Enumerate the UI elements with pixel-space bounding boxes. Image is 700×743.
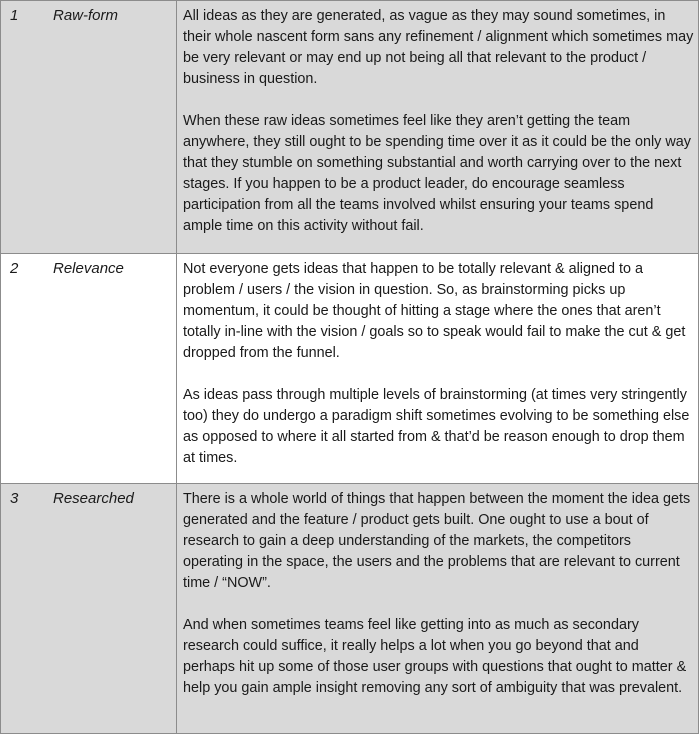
stage-number: 2: [10, 260, 19, 277]
table-row-researched: [1, 484, 699, 734]
description-cell: [177, 1, 699, 254]
stage-cell: [1, 1, 177, 254]
description-paragraph: As ideas pass through multiple levels of brainstorming (at times very stringently too) they do undergo a paradigm shift sometimes evolving to be something else as opposed to where it all started from & that’d be reason enough to drop them at times.: [183, 387, 690, 466]
stage-label: Researched: [53, 490, 134, 507]
stage-label: Relevance: [53, 260, 124, 277]
description-paragraph: There is a whole world of things that happen between the moment the idea gets generated and the feature / product gets built. One ought to use a bout of research to gain a deep understanding of the markets, the competitors operating in the space, the users and the problems that are relevant to current time / “NOW”.: [183, 491, 691, 591]
description-paragraph: Not everyone gets ideas that happen to be totally relevant & aligned to a problem / users / the vision in question. So, as brainstorming picks up momentum, it could be thought of hitting a stage where the ones that aren’t totally in-line with the vision / goals so to speak would fail to make the cut & get dropped from the funnel.: [183, 261, 686, 361]
description-paragraph: All ideas as they are generated, as vague as they may sound sometimes, in their whole nascent form sans any refinement / alignment which sometimes may be very relevant or may end up not being all that relevant to the product / business in question.: [183, 8, 694, 87]
description-cell: [177, 484, 699, 734]
stage-cell: [1, 484, 177, 734]
stage-label: Raw-form: [53, 7, 119, 24]
description-paragraph: And when sometimes teams feel like getting into as much as secondary research could suffice, it really helps a lot when you go beyond that and perhaps hit up some of those user groups with questions that ought to matter & help you gain ample insight removing any sort of ambiguity that was prevalent.: [183, 617, 687, 696]
stage-number: 1: [10, 7, 19, 24]
stage-cell: [1, 254, 177, 484]
description-cell: [177, 254, 699, 484]
table-row-raw-form: [1, 1, 699, 254]
description-paragraph: When these raw ideas sometimes feel like they aren’t getting the team anywhere, they still ought to be spending time over it as it could be the only way that they stumble on something substantial and worth carrying over to the next stages. If you happen to be a product leader, do encourage seamless participation from all the teams involved whilst ensuring your teams spend ample time on this activity without fail.: [183, 113, 691, 234]
stage-number: 3: [10, 490, 19, 507]
table-row-relevance: [1, 254, 699, 484]
